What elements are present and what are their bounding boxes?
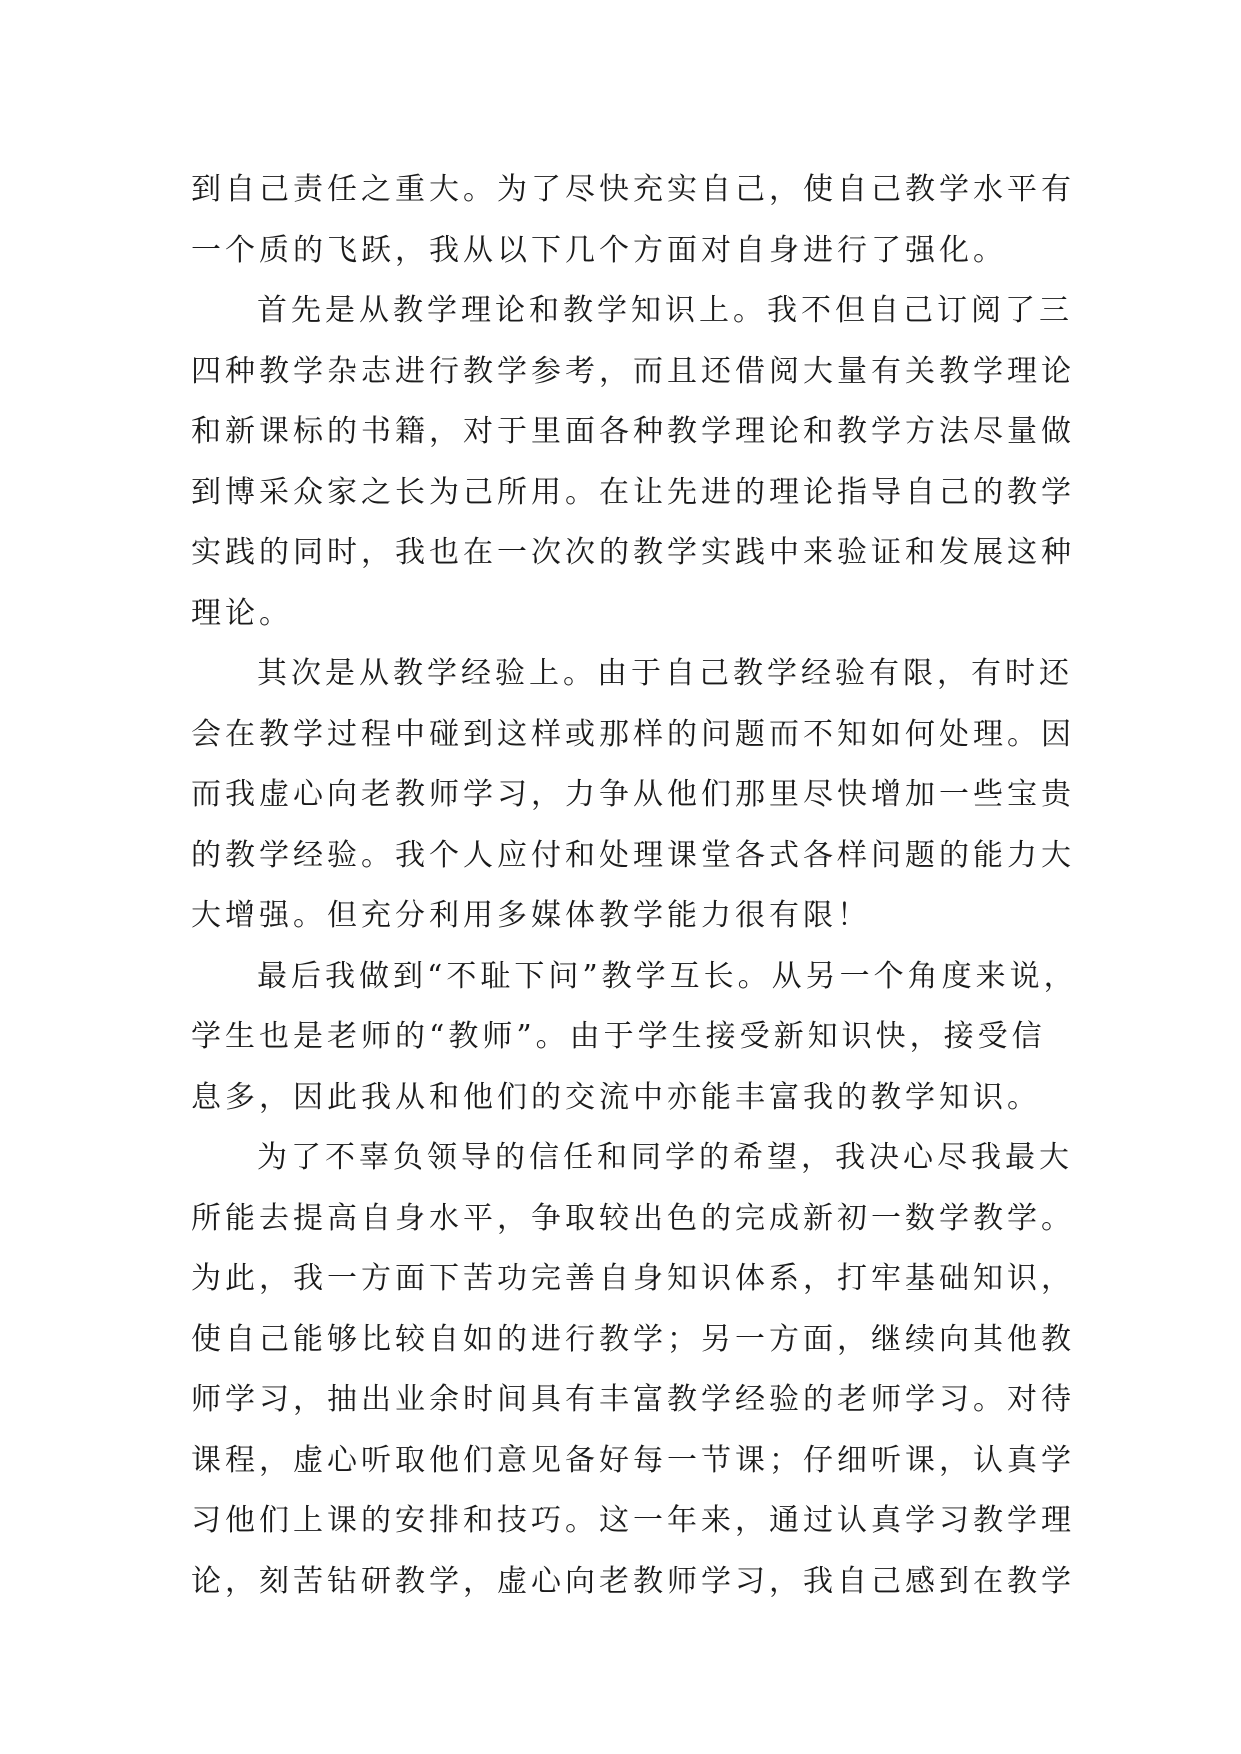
text-line: 为了不辜负领导的信任和同学的希望，我决心尽我最大 — [257, 1140, 1073, 1175]
text-line: 为此，我一方面下苦功完善自身知识体系，打牢基础知识， — [191, 1261, 1075, 1296]
text-line: 师学习，抽出业余时间具有丰富教学经验的老师学习。对待 — [191, 1382, 1075, 1417]
text-line: 而我虚心向老教师学习，力争从他们那里尽快增加一些宝贵 — [191, 777, 1075, 812]
text-line: 习他们上课的安排和技巧。这一年来，通过认真学习教学理 — [191, 1503, 1075, 1538]
text-line: 大增强。但充分利用多媒体教学能力很有限！ — [191, 898, 871, 933]
text-line: 论，刻苦钻研教学，虚心向老教师学习，我自己感到在教学 — [191, 1563, 1075, 1599]
text-line: 理论。 — [191, 595, 293, 631]
text-line: 到博采众家之长为己所用。在让先进的理论指导自己的教学 — [191, 474, 1075, 510]
text-line: 一个质的飞跃，我从以下几个方面对自身进行了强化。 — [191, 232, 1007, 268]
text-line: 到自己责任之重大。为了尽快充实自己，使自己教学水平有 — [191, 172, 1075, 207]
body-text — [191, 160, 1078, 1612]
text-line: 使自己能够比较自如的进行教学；另一方面，继续向其他教 — [191, 1321, 1075, 1357]
text-line: 首先是从教学理论和教学知识上。我不但自己订阅了三 — [257, 293, 1073, 328]
text-line: 最后我做到“不耻下问”教学互长。从另一个角度来说， — [257, 958, 1078, 994]
text-line: 实践的同时，我也在一次次的教学实践中来验证和发展这种 — [191, 535, 1075, 570]
text-line: 学生也是老师的“教师”。由于学生接受新知识快，接受信 — [191, 1019, 1046, 1054]
text-line: 和新课标的书籍，对于里面各种教学理论和教学方法尽量做 — [191, 414, 1075, 449]
text-line: 会在教学过程中碰到这样或那样的问题而不知如何处理。因 — [191, 716, 1075, 752]
text-line: 课程，虚心听取他们意见备好每一节课；仔细听课，认真学 — [191, 1442, 1075, 1478]
text-line: 四种教学杂志进行教学参考，而且还借阅大量有关教学理论 — [191, 353, 1075, 389]
text-line: 的教学经验。我个人应付和处理课堂各式各样问题的能力大 — [191, 837, 1075, 873]
text-line: 息多，因此我从和他们的交流中亦能丰富我的教学知识。 — [191, 1079, 1041, 1115]
text-line: 所能去提高自身水平，争取较出色的完成新初一数学教学。 — [191, 1200, 1075, 1236]
text-line: 其次是从教学经验上。由于自己教学经验有限，有时还 — [257, 656, 1073, 691]
